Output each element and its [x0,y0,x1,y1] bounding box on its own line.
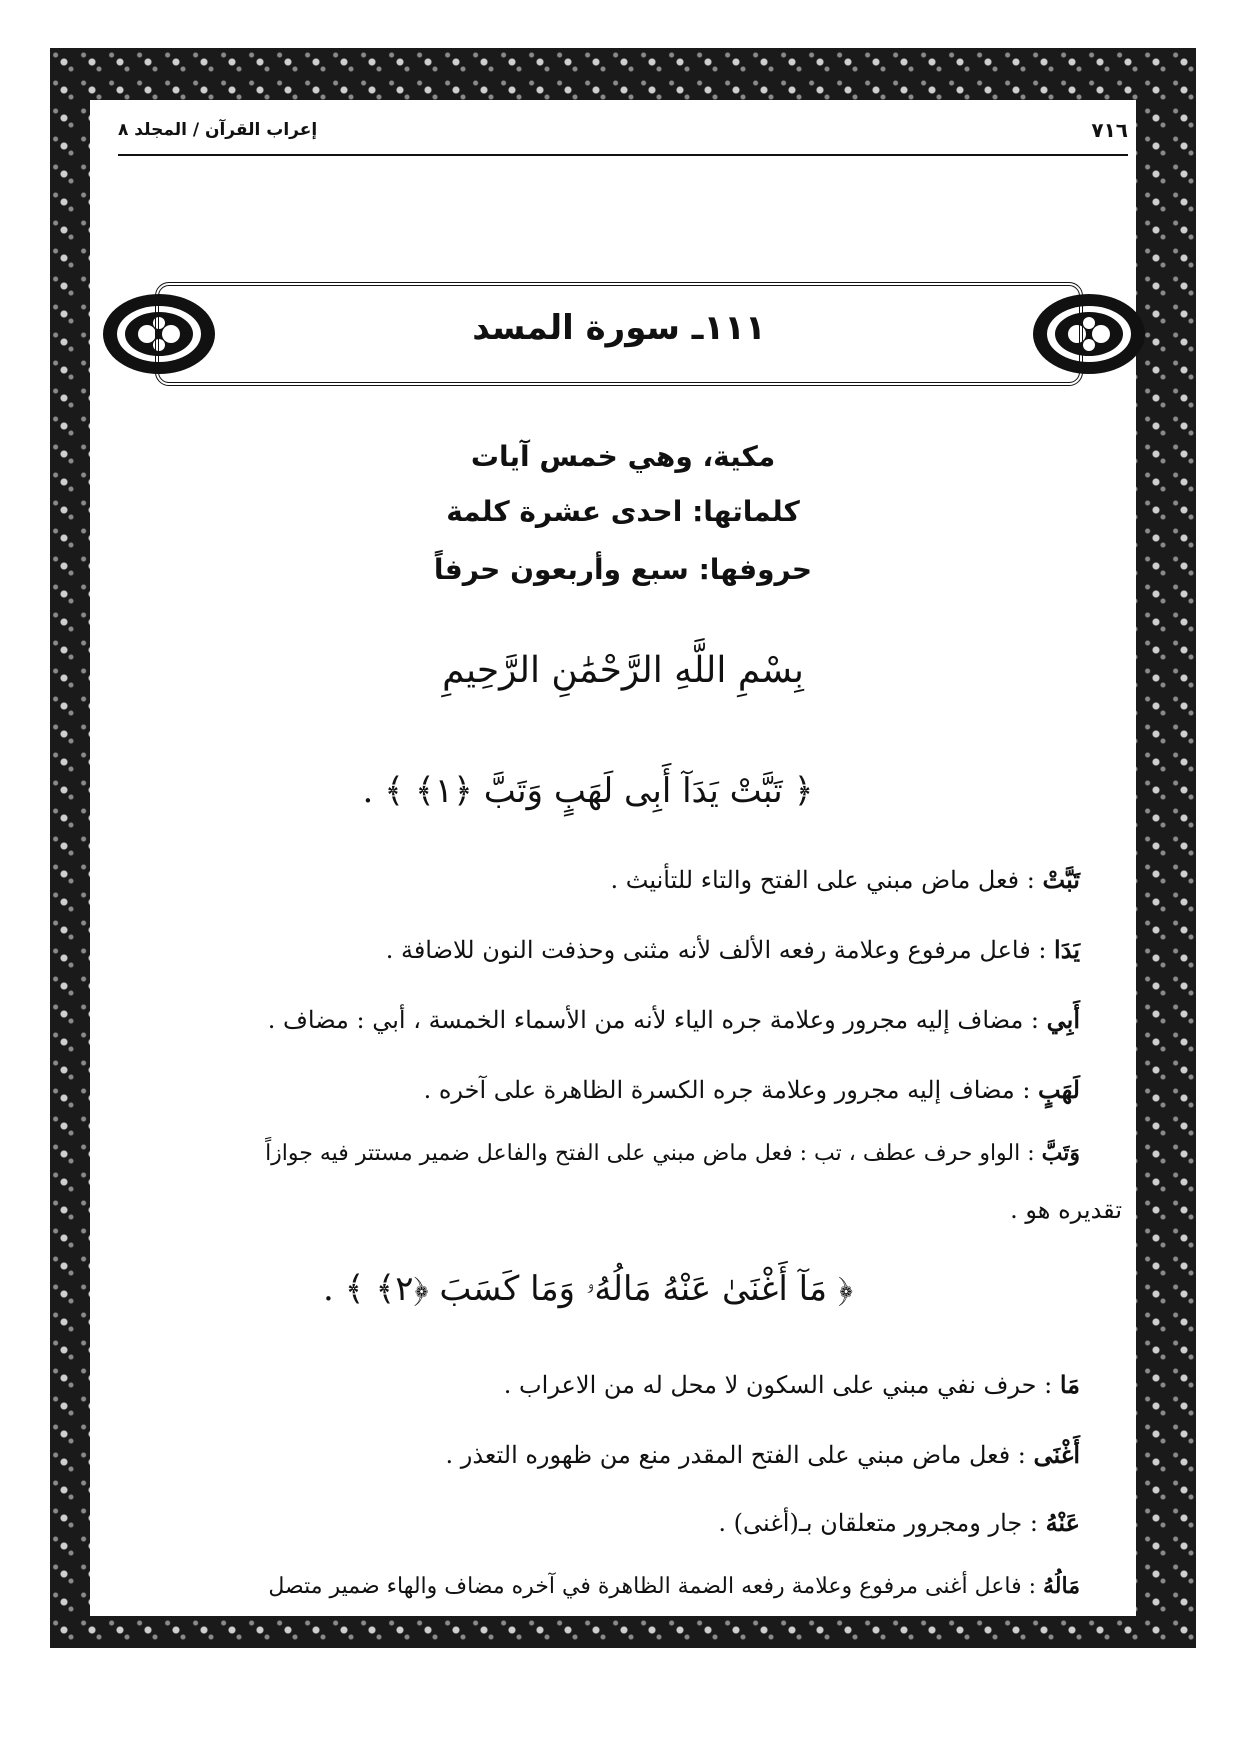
analysis-text: : مضاف إليه مجرور وعلامة جره الكسرة الظاهرة على آخره . [423,1076,1039,1104]
analysis-line [100,1370,1080,1399]
analysis-line [100,865,1080,894]
analysis-text: : فاعل أغنى مرفوع وعلامة رفعه الضمة الظاهرة في آخره مضاف والهاء ضمير متصل [268,1574,1043,1599]
basmala: بِسْمِ اللَّهِ الرَّحْمَٰنِ الرَّحِيمِ [442,650,804,691]
analysis-text: تقديره هو . [1010,1196,1122,1224]
surah-title: ١١١ـ سورة المسد [472,308,766,348]
analysis-text: : الواو حرف عطف ، تب : فعل ماض مبني على الفتح والفاعل ضمير مستتر فيه جوازاً [265,1141,1042,1166]
verse-1-text: ﴿ تَبَّتْ يَدَآ أَبِى لَهَبٍ وَتَبَّ ﴿١﴾ ﴾ . [362,771,814,811]
page-number: ٧١٦ [1091,118,1128,142]
surah-letter-count: حروفها: سبع وأربعون حرفاً [433,553,813,586]
analysis-term: أَبِي [1046,1005,1080,1034]
analysis-term: مَا [1059,1370,1080,1399]
analysis-text: : فعل ماض مبني على الفتح والتاء للتأنيث . [610,866,1043,894]
analysis-line [142,1195,1122,1224]
analysis-term: عَنْهُ [1045,1508,1080,1537]
analysis-text: : فاعل مرفوع وعلامة رفعه الألف لأنه مثنى وحذفت النون للاضافة . [385,936,1055,964]
analysis-term: وَتَبَّ [1041,1140,1080,1166]
analysis-text: : حرف نفي مبني على السكون لا محل له من الاعراب . [503,1371,1060,1399]
analysis-text: : جار ومجرور متعلقان بـ(أغنى) . [718,1509,1046,1537]
analysis-text: : مضاف إليه مجرور وعلامة جره الياء لأنه من الأسماء الخمسة ، أبي : مضاف . [267,1006,1047,1034]
analysis-line [100,935,1080,964]
analysis-term: يَدَا [1054,935,1080,964]
analysis-line [100,1508,1080,1537]
verse-2-text: ﴿ مَآ أَغْنَىٰ عَنْهُ مَالُهُۥ وَمَا كَسَبَ ﴿٢﴾ ﴾ . [322,1269,854,1309]
analysis-term: تَبَّتْ [1042,865,1080,894]
analysis-term: لَهَبٍ [1038,1075,1080,1104]
analysis-term: مَالُهُ [1043,1573,1080,1599]
analysis-line [100,1440,1080,1469]
running-header [118,116,1128,156]
surah-word-count: كلماتها: احدى عشرة كلمة [446,495,800,528]
analysis-text: : فعل ماض مبني على الفتح المقدر منع من ظهوره التعذر . [445,1441,1034,1469]
surah-title-banner [155,282,1083,386]
surah-revelation-info: مكية، وهي خمس آيات [470,440,776,473]
analysis-line [100,1140,1080,1166]
analysis-line [100,1573,1080,1599]
analysis-line [100,1005,1080,1034]
book-volume-title: إعراب القرآن / المجلد ٨ [118,120,318,140]
analysis-term: أَغْنَى [1033,1440,1080,1469]
analysis-line [100,1075,1080,1104]
